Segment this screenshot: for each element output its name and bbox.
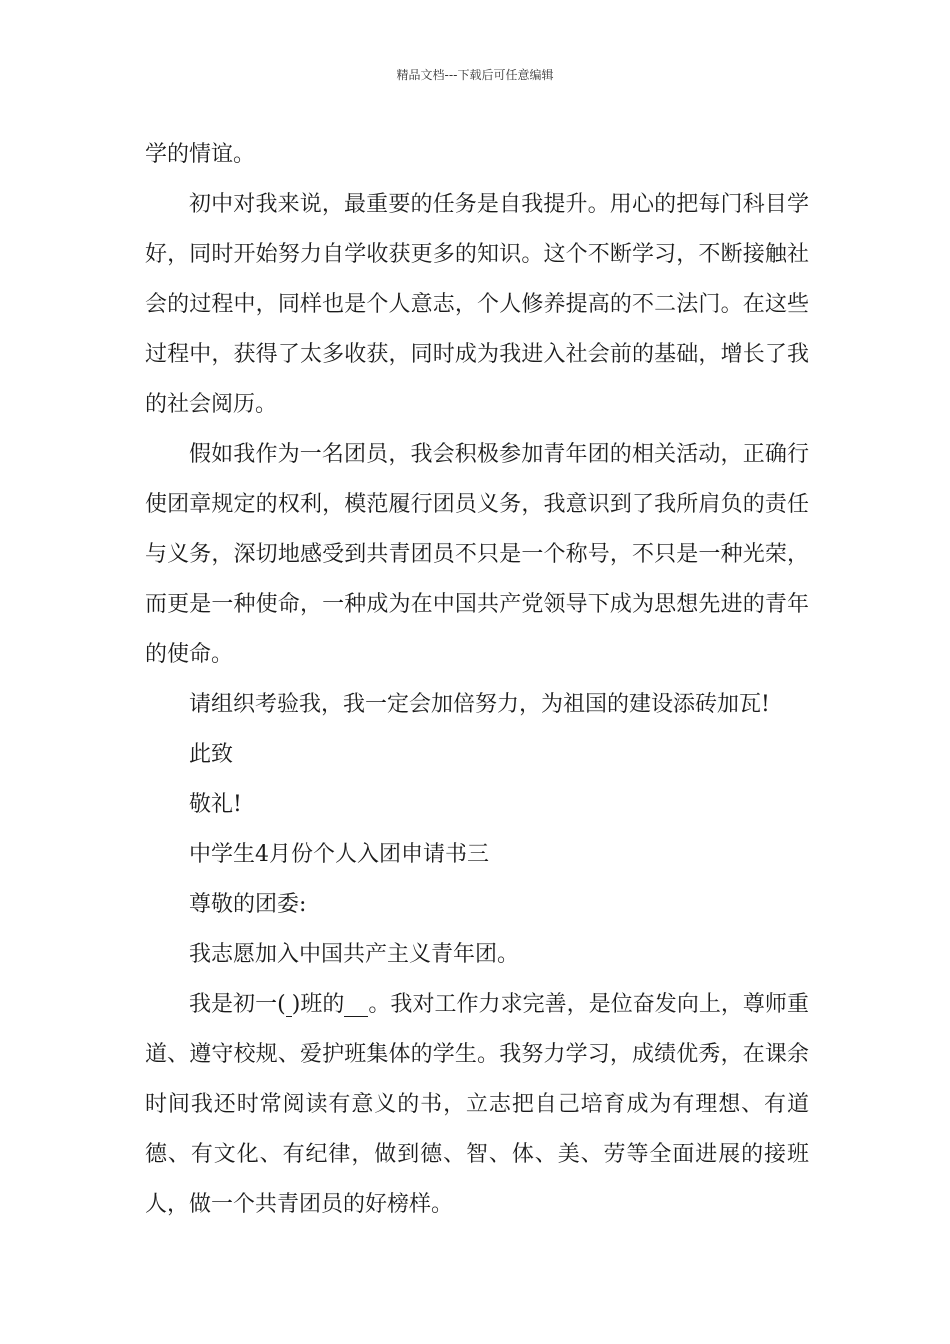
name-blank bbox=[344, 994, 368, 1017]
paragraph-introduction bbox=[145, 980, 809, 1230]
paragraph-continuation: 学的情谊。 bbox=[145, 142, 256, 167]
intro-text-2: )班的 bbox=[291, 992, 345, 1017]
closing-salutation: 此致 bbox=[189, 742, 234, 767]
closing-regards: 敬礼! bbox=[189, 792, 242, 817]
paragraph-self-improvement: 初中对我来说，最重要的任务是自我提升。用心的把每门科目学好，同时开始努力自学收获更多的知识。这个不断学习，不断接触社会的过程中，同样也是个人意志，个人修养提高的不二法门。在这些过程中，获得了太多收获，同时成为我进入社会前的基础，增长了我的社会阅历。 bbox=[145, 192, 809, 417]
paragraph-request: 请组织考验我，我一定会加倍努力，为祖国的建设添砖加瓦! bbox=[189, 692, 770, 717]
section-title: 中学生4月份个人入团申请书三 bbox=[189, 842, 489, 867]
paragraph-league-member: 假如我作为一名团员，我会积极参加青年团的相关活动，正确行使团章规定的权利，模范履行团员义务，我意识到了我所肩负的责任与义务，深切地感受到共青团员不只是一个称号，不只是一种光荣，而更是一种使命，一种成为在中国共产党领导下成为思想先进的青年的使命。 bbox=[145, 442, 809, 667]
page-header: 精品文档---下载后可任意编辑 bbox=[396, 68, 554, 82]
intro-text-3: 。我对工作力求完善，是位奋发向上，尊师重道、遵守校规、爱护班集体的学生。我努力学习，成绩优秀，在课余时间我还时常阅读有意义的书，立志把自己培育成为有理想、有道德、有文化、有纪律，做到德、智、体、美、劳等全面进展的接班人，做一个共青团员的好榜样。 bbox=[145, 992, 809, 1217]
intro-text-1: 我是初一( bbox=[189, 992, 286, 1017]
document-body bbox=[145, 130, 809, 1230]
letter-greeting: 尊敬的团委: bbox=[189, 892, 307, 917]
paragraph-application: 我志愿加入中国共产主义青年团。 bbox=[189, 942, 520, 967]
